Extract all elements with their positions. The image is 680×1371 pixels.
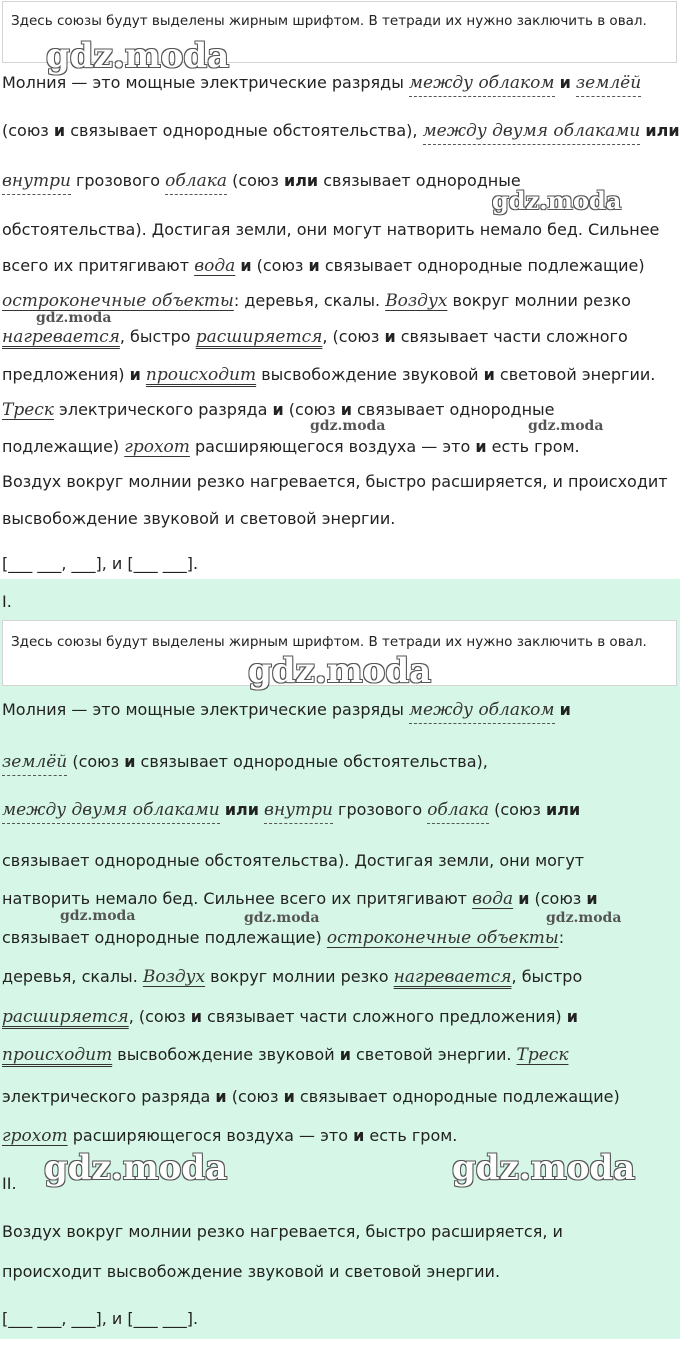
section-number: I.	[2, 592, 12, 611]
conjunction: или	[645, 121, 680, 140]
conjunction: или	[224, 800, 259, 819]
text-line	[2, 291, 631, 311]
predicate: происходит	[2, 1045, 113, 1065]
watermark-logo: gdz.moda	[492, 186, 622, 215]
conjunction: и	[566, 1007, 578, 1026]
conjunction: и	[215, 1087, 227, 1106]
adverbial: между облаком	[409, 700, 555, 724]
text: : деревья, скалы.	[233, 291, 386, 310]
text: световой энергии.	[494, 365, 656, 384]
conjunction: и	[308, 256, 320, 275]
predicate: происходит	[145, 365, 257, 385]
text: связывает части сложного предложения)	[201, 1007, 567, 1026]
text: грозового	[332, 800, 428, 819]
text-line	[2, 171, 521, 191]
conjunction: и	[559, 73, 571, 92]
text: связывает однородные подлежащие)	[319, 256, 645, 275]
text-line	[2, 400, 555, 420]
watermark-logo: gdz.moda	[60, 908, 136, 924]
adverbial: между облаком	[409, 73, 555, 97]
conjunction: и	[586, 889, 598, 908]
predicate: нагревается	[2, 327, 120, 347]
conjunction: и	[339, 1045, 351, 1064]
text-line	[2, 967, 582, 987]
subject: вода	[472, 889, 514, 909]
adverbial: между двумя облаками	[423, 121, 641, 145]
text: электрического разряда	[2, 1087, 216, 1106]
text: деревья, скалы.	[2, 967, 143, 986]
text: Молния — это мощные электрические разряды	[2, 73, 409, 92]
text-line: происходит высвобождение звуковой и световой энергии.	[2, 1262, 501, 1281]
conjunction: и	[283, 1087, 295, 1106]
text-line	[2, 437, 580, 457]
text-line	[2, 365, 655, 385]
text-line: связывает однородные обстоятельства). Достигая земли, они могут	[2, 851, 585, 870]
text-line	[2, 1045, 568, 1065]
conjunction: и	[353, 1126, 365, 1145]
text: связывает однородные обстоятельства),	[135, 752, 488, 771]
conjunction: и	[272, 400, 284, 419]
text-line	[2, 800, 580, 820]
watermark-logo: gdz.moda	[36, 310, 112, 326]
text-line: высвобождение звуковой и световой энергии.	[2, 509, 396, 528]
text-line	[2, 73, 641, 93]
section-number: II.	[2, 1174, 17, 1193]
text-line	[2, 256, 645, 276]
text: (союз	[529, 889, 587, 908]
text: есть гром.	[364, 1126, 458, 1145]
subject: остроконечные объекты	[326, 928, 559, 948]
text: , (союз	[128, 1007, 191, 1026]
subject: вода	[194, 256, 236, 276]
sentence-scheme: [___ ___, ___], и [___ ___].	[2, 1309, 199, 1328]
text: связывает однородные	[318, 171, 521, 190]
subject: Треск	[516, 1045, 569, 1065]
text: , (союз	[322, 327, 385, 346]
text: расширяющегося воздуха — это	[189, 437, 476, 456]
text: высвобождение звуковой	[112, 1045, 340, 1064]
text: Молния — это мощные электрические разряды	[2, 700, 409, 719]
text-line	[2, 700, 571, 720]
text-line	[2, 1126, 457, 1146]
text: всего их притягивают	[2, 256, 195, 275]
conjunction: и	[518, 889, 530, 908]
text: предложения)	[2, 365, 130, 384]
text: подлежащие)	[2, 437, 125, 456]
conjunction: и	[240, 256, 252, 275]
text: , быстро	[119, 327, 196, 346]
text-line: обстоятельства). Достигая земли, они могут натворить немало бед. Сильнее	[2, 220, 660, 239]
subject: грохот	[2, 1126, 68, 1146]
text-line	[2, 1007, 578, 1027]
subject: Воздух	[385, 291, 448, 311]
text: световой энергии.	[350, 1045, 517, 1064]
adverbial: облака	[165, 171, 227, 195]
subject: остроконечные объекты	[2, 291, 234, 311]
text-line: Воздух вокруг молнии резко нагревается, быстро расширяется, и происходит	[2, 472, 668, 491]
adverbial: землёй	[576, 73, 641, 97]
conjunction: и	[124, 752, 136, 771]
text-line	[2, 928, 564, 948]
predicate: расширяется	[195, 327, 323, 347]
text-line	[2, 889, 598, 909]
text: расширяющегося воздуха — это	[67, 1126, 354, 1145]
predicate: расширяется	[2, 1007, 129, 1027]
text: связывает однородные подлежащие)	[2, 928, 327, 947]
conjunction: и	[340, 400, 352, 419]
text: вокруг молнии резко	[205, 967, 394, 986]
watermark-logo: gdz.moda	[46, 36, 230, 76]
subject: грохот	[124, 437, 190, 457]
text-line	[2, 327, 628, 347]
adverbial: внутри	[264, 800, 333, 824]
watermark-logo: gdz.moda	[244, 910, 320, 926]
conjunction: и	[483, 365, 495, 384]
text: связывает однородные подлежащие)	[294, 1087, 620, 1106]
note-text: Здесь союзы будут выделены жирным шрифтом. В тетради их нужно заключить в овал.	[11, 13, 647, 29]
conjunction: и	[190, 1007, 202, 1026]
watermark-logo: gdz.moda	[546, 910, 622, 926]
adverbial: землёй	[2, 752, 67, 776]
text-line	[2, 1087, 620, 1107]
text: есть гром.	[486, 437, 580, 456]
predicate: нагревается	[393, 967, 512, 987]
text-line: Воздух вокруг молнии резко нагревается, быстро расширяется, и	[2, 1222, 563, 1241]
text: связывает однородные	[351, 400, 555, 419]
text: (союз	[227, 171, 284, 190]
conjunction: и	[129, 365, 141, 384]
watermark-logo: gdz.moda	[310, 418, 386, 434]
watermark-logo: gdz.moda	[528, 418, 604, 434]
text: связывает части сложного	[395, 327, 628, 346]
conjunction: и	[53, 121, 66, 140]
watermark-logo: gdz.moda	[452, 1148, 636, 1188]
text: (союз	[2, 121, 54, 140]
sentence-scheme: [___ ___, ___], и [___ ___].	[2, 554, 199, 573]
subject: Воздух	[142, 967, 206, 987]
text: электрического разряда	[53, 400, 273, 419]
watermark-logo: gdz.moda	[248, 651, 432, 691]
text: грозового	[70, 171, 166, 190]
watermark-logo: gdz.moda	[44, 1148, 228, 1188]
note-text: Здесь союзы будут выделены жирным шрифтом. В тетради их нужно заключить в овал.	[11, 634, 647, 650]
conjunction: или	[546, 800, 581, 819]
text: (союз	[67, 752, 125, 771]
text: , быстро	[511, 967, 583, 986]
text: вокруг молнии резко	[447, 291, 631, 310]
text: натворить немало бед. Сильнее всего их притягивают	[2, 889, 473, 908]
subject: Треск	[2, 400, 54, 420]
text-line	[2, 121, 680, 141]
text-line	[2, 752, 488, 772]
text: (союз	[251, 256, 309, 275]
conjunction: и	[559, 700, 571, 719]
text: :	[558, 928, 565, 947]
text: (союз	[226, 1087, 284, 1106]
text: высвобождение звуковой	[256, 365, 484, 384]
conjunction: или	[283, 171, 319, 190]
adverbial: внутри	[2, 171, 71, 195]
conjunction: и	[475, 437, 487, 456]
adverbial: между двумя облаками	[2, 800, 220, 824]
adverbial: облака	[427, 800, 489, 824]
text: связывает однородные обстоятельства),	[65, 121, 423, 140]
text: (союз	[283, 400, 341, 419]
text: (союз	[489, 800, 547, 819]
conjunction: и	[384, 327, 396, 346]
